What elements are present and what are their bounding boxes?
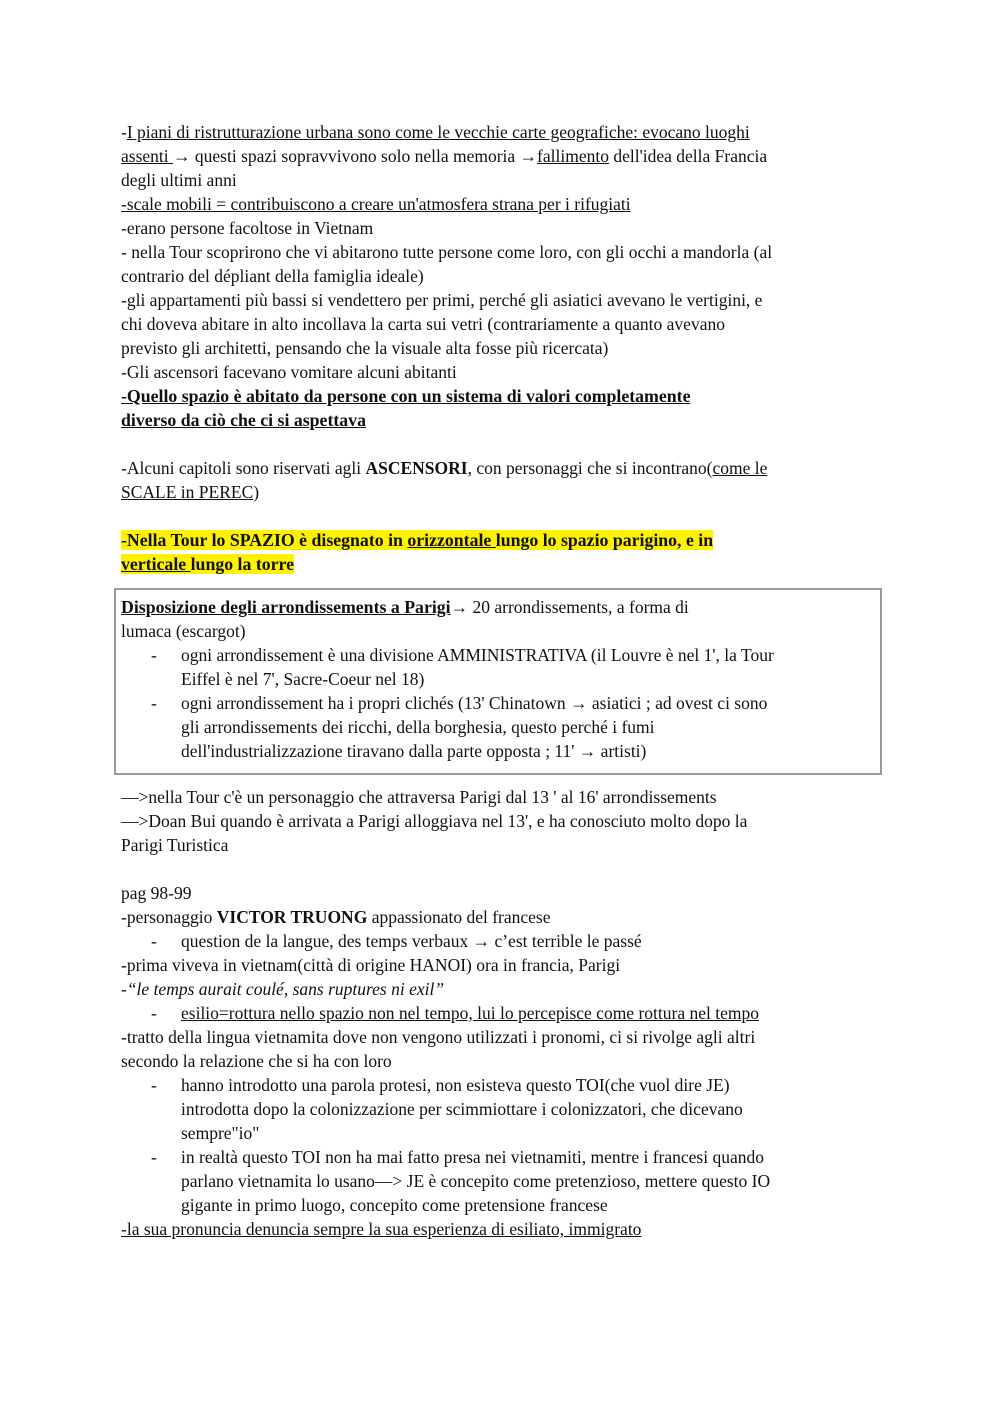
text-line: Parigi Turistica bbox=[121, 835, 229, 855]
text-run-highlighted-underlined: orizzontale bbox=[407, 530, 496, 550]
text-run-highlighted: lungo la torre bbox=[190, 554, 294, 574]
text-run: - bbox=[121, 122, 127, 142]
text-line: in realtà questo TOI non ha mai fatto presa nei vietnamiti, mentre i francesi quando bbox=[181, 1147, 764, 1167]
text-run: , con personaggi che si incontrano( bbox=[467, 458, 713, 478]
text-line: ogni arrondissement ha i propri clichés (13' Chinatown → asiatici ; ad ovest ci sono bbox=[181, 693, 768, 713]
paragraph-urban-plans bbox=[121, 120, 883, 432]
text-line bbox=[121, 480, 883, 504]
text-run-underlined: fallimento bbox=[537, 146, 609, 166]
text-line: -erano persone facoltose in Vietnam bbox=[121, 218, 374, 238]
bullet-dash: - bbox=[151, 931, 157, 951]
blank-line bbox=[121, 857, 883, 881]
text-line: -prima viveva in vietnam(città di origine HANOI) ora in francia, Parigi bbox=[121, 955, 621, 975]
blank-line bbox=[121, 504, 883, 528]
text-line: Eiffel è nel 7', Sacre-Coeur nel 18) bbox=[181, 669, 425, 689]
text-line: introdotta dopo la colonizzazione per scimmiottare i colonizzatori, che dicevano bbox=[181, 1099, 743, 1119]
text-line: question de la langue, des temps verbaux → c’est terrible le passé bbox=[181, 931, 642, 951]
text-line-bold: -Quello spazio è abitato da persone con un sistema di valori completamente bbox=[121, 386, 691, 406]
text-line-underlined: -la sua pronuncia denuncia sempre la sua esperienza di esiliato, immigrato bbox=[121, 1219, 642, 1239]
text-run: ) bbox=[253, 482, 260, 502]
text-run-highlighted-underlined: verticale bbox=[121, 554, 191, 574]
text-line: parlano vietnamita lo usano—> JE è concepito come pretenzioso, mettere questo IO bbox=[181, 1171, 771, 1191]
text-line: —>nella Tour c'è un personaggio che attraversa Parigi dal 13 ' al 16' arrondissements bbox=[121, 787, 717, 807]
text-line-bold: diverso da ciò che ci si aspettava bbox=[121, 410, 366, 430]
box-title: Disposizione degli arrondissements a Parigi bbox=[121, 597, 451, 617]
text-line: hanno introdotto una parola protesi, non esisteva questo TOI(che vuol dire JE) bbox=[181, 1075, 730, 1095]
text-line: secondo la relazione che si ha con loro bbox=[121, 1051, 392, 1071]
text-line-highlighted bbox=[121, 528, 883, 552]
paragraph-highlighted-spazio bbox=[121, 528, 883, 576]
arrondissements-box bbox=[114, 588, 882, 775]
box-title-line bbox=[121, 595, 875, 619]
text-line: chi doveva abitare in alto incollava la carta sui vetri (contrariamente a quanto avevano bbox=[121, 314, 725, 334]
text-line: -Gli ascensori facevano vomitare alcuni abitanti bbox=[121, 362, 457, 382]
bullet-dash: - bbox=[151, 1003, 157, 1023]
text-line-italic-quote: -“le temps aurait coulé, sans ruptures ni exil” bbox=[121, 979, 445, 999]
text-line: -tratto della lingua vietnamita dove non vengono utilizzati i pronomi, ci si rivolge agli altri bbox=[121, 1027, 756, 1047]
text-line: —>Doan Bui quando è arrivata a Parigi alloggiava nel 13', e ha conosciuto molto dopo la bbox=[121, 811, 748, 831]
text-line bbox=[121, 905, 883, 929]
text-run-underlined: I piani di ristrutturazione urbana sono come le vecchie carte geografiche: evocano luoghi bbox=[126, 122, 750, 142]
document-page bbox=[121, 120, 883, 1241]
list-item bbox=[121, 691, 875, 763]
text-run-bold: ASCENSORI bbox=[365, 458, 468, 478]
text-run-underlined: assenti bbox=[121, 146, 174, 166]
text-line: contrario del dépliant della famiglia ideale) bbox=[121, 266, 424, 286]
list-item bbox=[121, 1145, 883, 1217]
text-run: -personaggio bbox=[121, 907, 217, 927]
text-run-highlighted: lungo lo spazio parigino, e in bbox=[495, 530, 714, 550]
text-line: ogni arrondissement è una divisione AMMINISTRATIVA (il Louvre è nel 1', la Tour bbox=[181, 645, 774, 665]
blank-line bbox=[121, 432, 883, 456]
text-line bbox=[121, 120, 883, 144]
text-line: - nella Tour scoprirono che vi abitarono tutte persone come loro, con gli occhi a mandorla (al bbox=[121, 242, 773, 262]
text-line: -gli appartamenti più bassi si vendettero per primi, perché gli asiatici avevano le vertigini, e bbox=[121, 290, 763, 310]
list-item bbox=[121, 1073, 883, 1145]
text-run: -Alcuni capitoli sono riservati agli bbox=[121, 458, 366, 478]
text-run: dell'idea della Francia bbox=[608, 146, 768, 166]
paragraph-tour-parigi bbox=[121, 785, 883, 857]
text-run-highlighted: -Nella Tour lo SPAZIO è disegnato in bbox=[121, 530, 408, 550]
bullet-dash: - bbox=[151, 645, 157, 665]
bullet-dash: - bbox=[151, 693, 157, 713]
text-line: gigante in primo luogo, concepito come pretensione francese bbox=[181, 1195, 608, 1215]
text-run-bold: VICTOR TRUONG bbox=[216, 907, 368, 927]
text-line: dell'industrializzazione tiravano dalla parte opposta ; 11' → artisti) bbox=[181, 741, 647, 761]
text-run: appassionato del francese bbox=[367, 907, 551, 927]
list-item bbox=[121, 643, 875, 691]
text-run-underlined: SCALE in PEREC bbox=[121, 482, 254, 502]
text-line-underlined: -scale mobili = contribuiscono a creare un'atmosfera strana per i rifugiati bbox=[121, 194, 631, 214]
text-line bbox=[121, 144, 883, 168]
text-line-highlighted bbox=[121, 552, 883, 576]
list-item bbox=[121, 1001, 883, 1025]
text-line-underlined: esilio=rottura nello spazio non nel tempo, lui lo percepisce come rottura nel tempo bbox=[181, 1003, 759, 1023]
list-item bbox=[121, 929, 883, 953]
bullet-dash: - bbox=[151, 1147, 157, 1167]
page-reference: pag 98-99 bbox=[121, 883, 192, 903]
text-line: lumaca (escargot) bbox=[121, 621, 246, 641]
paragraph-ascensori bbox=[121, 456, 883, 504]
text-line: gli arrondissements dei ricchi, della borghesia, questo perché i fumi bbox=[181, 717, 655, 737]
bullet-dash: - bbox=[151, 1075, 157, 1095]
text-run: → 20 arrondissements, a forma di bbox=[450, 597, 689, 617]
text-line bbox=[121, 456, 883, 480]
text-line: sempre"io" bbox=[181, 1123, 260, 1143]
text-line: degli ultimi anni bbox=[121, 170, 237, 190]
text-line: previsto gli architetti, pensando che la visuale alta fosse più ricercata) bbox=[121, 338, 609, 358]
text-run: → questi spazi sopravvivono solo nella memoria → bbox=[173, 146, 538, 166]
text-run-underlined: come le bbox=[712, 458, 768, 478]
paragraph-victor-truong bbox=[121, 881, 883, 1241]
